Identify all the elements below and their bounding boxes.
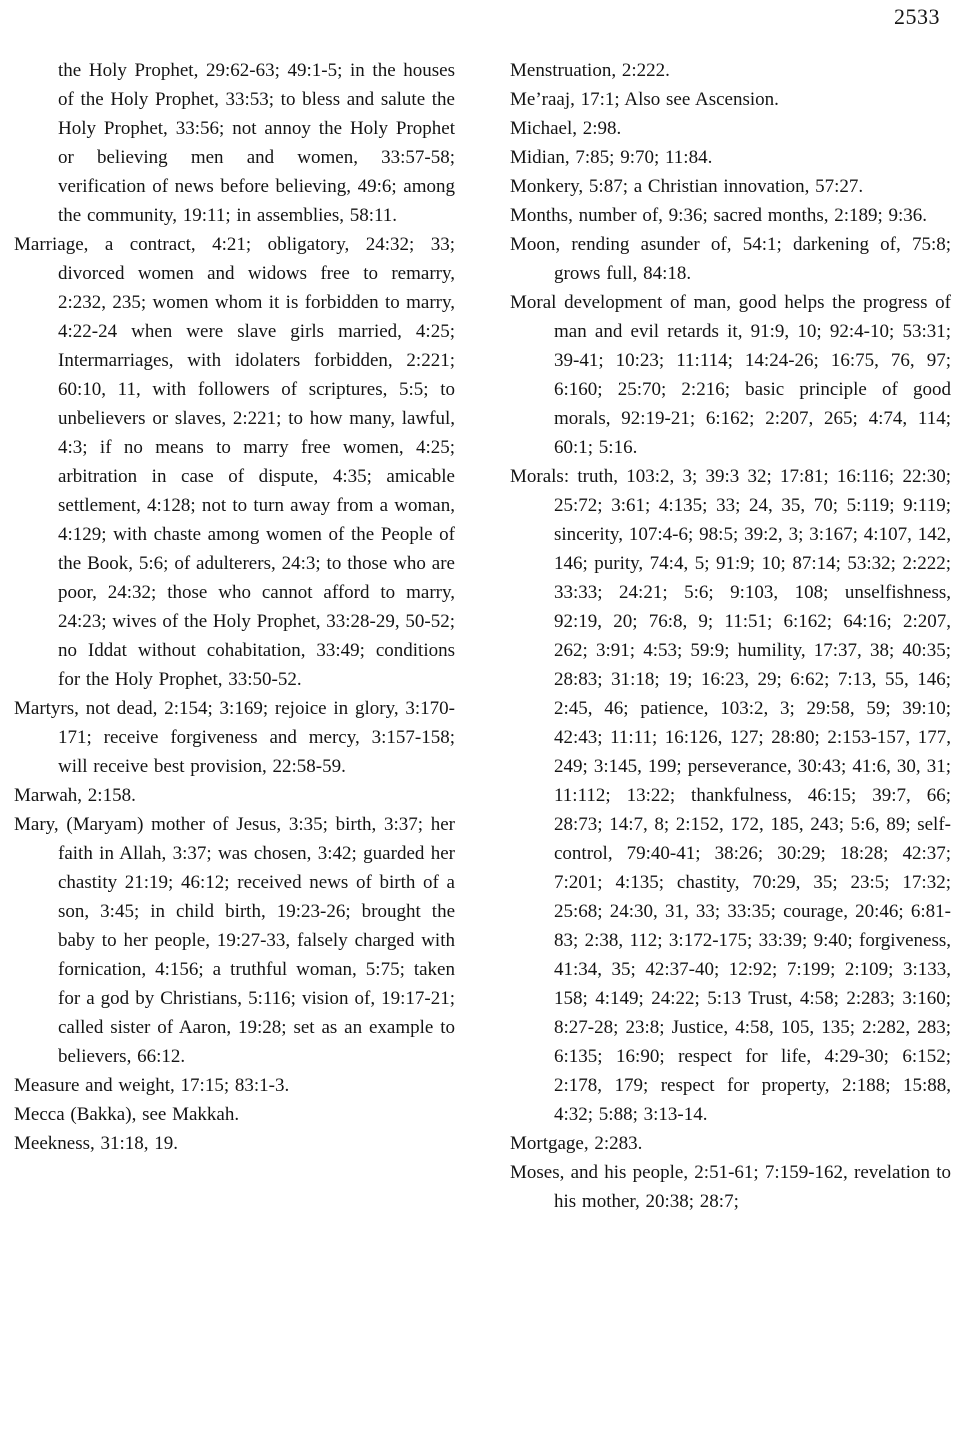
index-entry: Me’raaj, 17:1; Also see Ascension.	[510, 89, 779, 110]
index-entry: Menstruation, 2:222.	[510, 60, 670, 81]
index-entry: Moses, and his people, 2:51-61; 7:159-162, revelation to his mother, 20:38; 28:7;	[510, 1162, 951, 1212]
columns	[14, 56, 951, 1216]
index-entry: Mary, (Maryam) mother of Jesus, 3:35; birth, 3:37; her faith in Allah, 3:37; was chosen, 3:42; guarded her chastity 21:19; 46:12; received news of birth of a son, 3:45; in child birth, 19:23-26; brought the baby to her people, 19:27-33, falsely charged with fornication, 4:156; a truthful woman, 5:75; taken for a god by Christians, 5:116; vision of, 19:17-21; called sister of Aaron, 19:28; set as an example to believers, 66:12.	[14, 814, 455, 1067]
index-entry: Moon, rending asunder of, 54:1; darkening of, 75:8; grows full, 84:18.	[510, 234, 951, 284]
index-entry: Measure and weight, 17:15; 83:1-3.	[14, 1075, 290, 1096]
index-entry: Mecca (Bakka), see Makkah.	[14, 1104, 240, 1125]
index-entry: Moral development of man, good helps the progress of man and evil retards it, 91:9, 10; 92:4-10; 53:31; 39-41; 10:23; 11:114; 14:24-26; 16:75, 76, 97; 6:160; 25:70; 2:216; basic principle of good morals, 92:19-21; 6:162; 2:207, 265; 4:74, 114; 60:1; 5:16.	[510, 292, 951, 458]
right-column	[510, 56, 951, 1216]
index-entry: Martyrs, not dead, 2:154; 3:169; rejoice in glory, 3:170-171; receive forgiveness and mercy, 3:157-158; will receive best provision, 22:58-59.	[14, 698, 455, 777]
index-entry: Meekness, 31:18, 19.	[14, 1133, 179, 1154]
left-column	[14, 56, 455, 1216]
index-entry: Months, number of, 9:36; sacred months, 2:189; 9:36.	[510, 205, 928, 226]
index-entry: Morals: truth, 103:2, 3; 39:3 32; 17:81; 16:116; 22:30; 25:72; 3:61; 4:135; 33; 24, 35, 70; 5:119; 9:119; sincerity, 107:4-6; 98:5; 39:2, 3; 3:167; 4:107, 142, 146; purity, 74:4, 5; 91:9; 10; 87:14; 53:32; 2:222; 33:33; 24:21; 5:6; 9:103, 108; unselfishness, 92:19, 20; 76:8, 9; 11:51; 6:162; 64:16; 2:207, 262; 3:91; 4:53; 59:9; humility, 17:37, 38; 40:35; 28:83; 31:18; 19; 16:23, 29; 6:62; 7:13, 55, 146; 2:45, 46; patience, 103:2, 3; 29:58, 59; 39:10; 42:43; 11:11; 16:126, 127; 28:80; 2:153-157, 177, 249; 3:145, 199; perseverance, 30:43; 41:6, 30, 31; 11:112; 13:22; thankfulness, 46:15; 39:7, 66; 28:73; 14:7, 8; 2:152, 172, 185, 243; 5:6, 89; self-control, 79:40-41; 38:26; 30:29; 18:28; 42:37; 7:201; 4:135; chastity, 70:29, 35; 23:5; 17:32; 25:68; 24:30, 31, 33; 33:35; courage, 20:46; 6:81-83; 2:38, 112; 3:172-175; 33:39; 9:40; forgiveness, 41:34, 35; 42:37-40; 12:92; 7:199; 2:109; 3:133, 158; 4:149; 24:22; 5:13 Trust, 4:58; 2:283; 3:160; 8:27-28; 23:8; Justice, 4:58, 105, 135; 2:282, 283; 6:135; 16:90; respect for life, 4:29-30; 6:152; 2:178, 179; respect for property, 2:188; 15:88, 4:32; 5:88; 3:13-14.	[510, 466, 951, 1125]
page-number: 2533	[894, 4, 940, 29]
index-entry: Midian, 7:85; 9:70; 11:84.	[510, 147, 713, 168]
index-entry: the Holy Prophet, 29:62-63; 49:1-5; in the houses of the Holy Prophet, 33:53; to bless and salute the Holy Prophet, 33:56; not annoy the Holy Prophet or believing men and women, 33:57-58; verification of news before believing, 49:6; among the community, 19:11; in assemblies, 58:11.	[58, 60, 455, 226]
index-entry: Mortgage, 2:283.	[510, 1133, 643, 1154]
index-entry: Michael, 2:98.	[510, 118, 622, 139]
index-entry: Marriage, a contract, 4:21; obligatory, 24:32; 33; divorced women and widows free to remarry, 2:232, 235; women whom it is forbidden to marry, 4:22-24 when were slave girls married, 4:25; Intermarriages, with idolaters forbidden, 2:221; 60:10, 11, with followers of scriptures, 5:5; to unbelievers or slaves, 2:221; to how many, lawful, 4:3; if no means to marry free women, 4:25; arbitration in case of dispute, 4:35; amicable settlement, 4:128; not to turn away from a woman, 4:129; with chaste among women of the People of the Book, 5:6; of adulterers, 24:3; to those who are poor, 24:32; those who cannot afford to marry, 24:23; wives of the Holy Prophet, 33:28-29, 50-52; no Iddat without cohabitation, 33:49; conditions for the Holy Prophet, 33:50-52.	[14, 234, 455, 690]
index-entry: Monkery, 5:87; a Christian innovation, 57:27.	[510, 176, 864, 197]
index-entry: Marwah, 2:158.	[14, 785, 136, 806]
